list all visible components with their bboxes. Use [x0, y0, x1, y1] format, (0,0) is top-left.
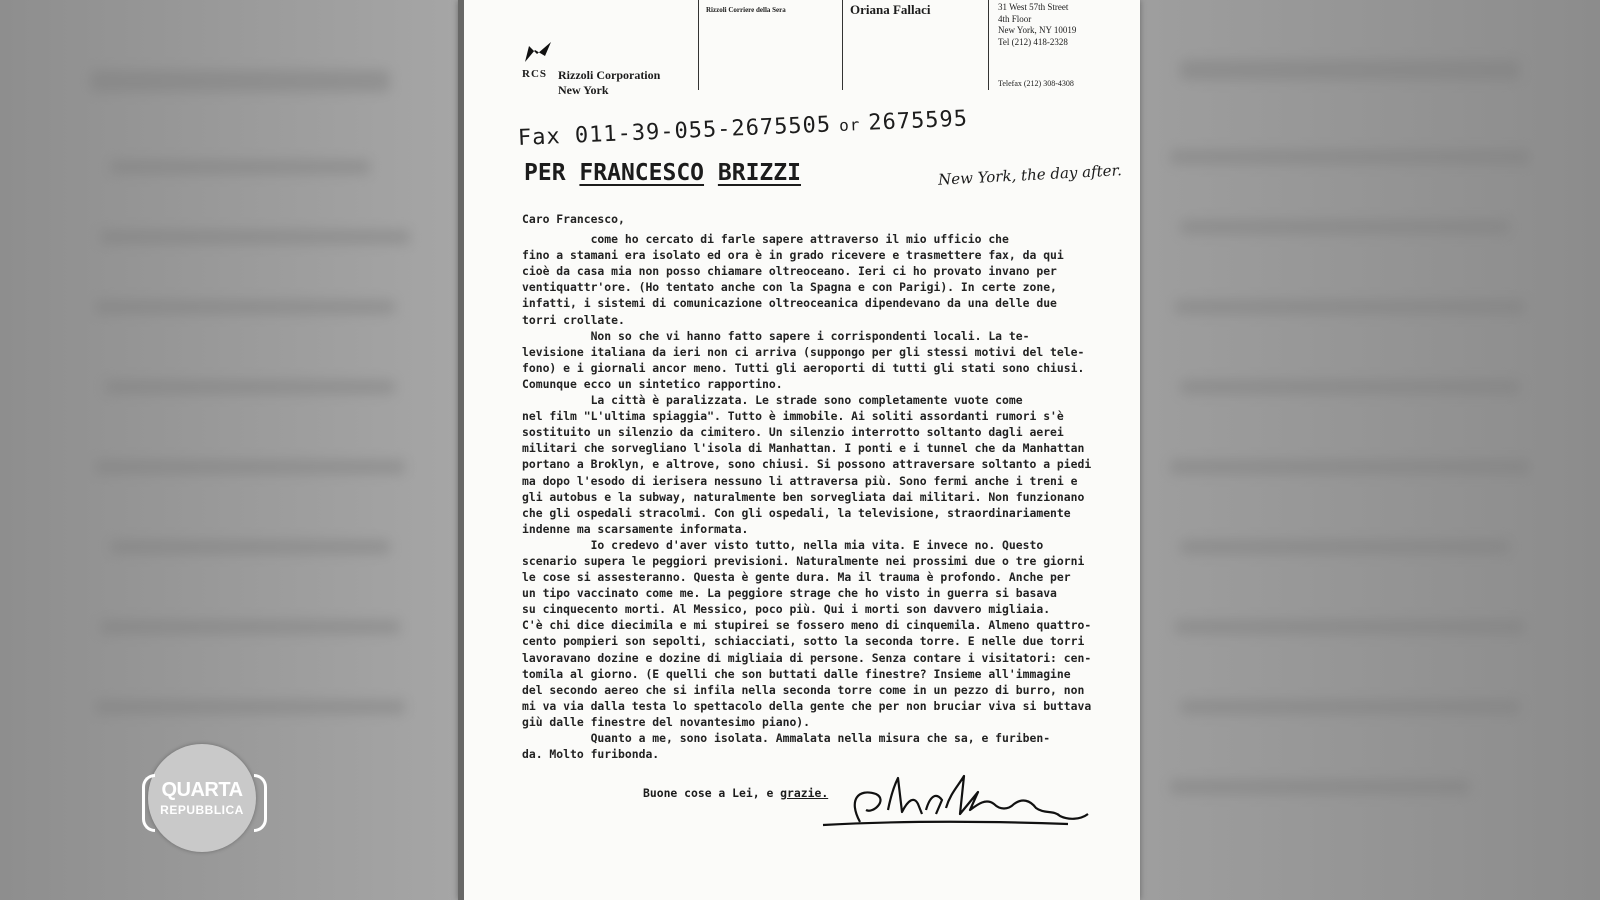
handwritten-date: New York, the day after.: [937, 161, 1123, 189]
letter-salutation: Caro Francesco,: [522, 212, 625, 226]
letter-line: mi va via dalla testa lo spettacolo della gente che per non bruciar viva si buttava: [522, 698, 1092, 713]
letter-line: portano a Broklyn, e altrove, sono chiusi. Si possono attraversare soltanto a piedi: [522, 457, 1092, 472]
letter-line: infatti, i sistemi di comunicazione oltreoceanica dipendevano da una delle due: [522, 296, 1057, 311]
letter-line: tomila al giorno. (E quelli che son buttati dalle finestre? Insieme all'immagine: [522, 666, 1071, 681]
letter-line: gli autobus e la subway, naturalmente ben sorvegliata dai militari. Non funzionano: [522, 489, 1085, 504]
letter-line: levisione italiana da ieri non ci arriva (suppongo per gli stessi motivi del tele-: [522, 344, 1085, 359]
company-name: Rizzoli Corporation New York: [558, 68, 661, 97]
letter-line: sostituito un silenzio da cimitero. Un silenzio interrotto soltanto dagli aerei: [522, 425, 1064, 440]
letter-line: indenne ma scarsamente informata.: [522, 521, 749, 536]
letter-line: Comunque ecco un sintetico rapportino.: [522, 376, 783, 391]
letter-lines: [522, 231, 1122, 762]
sender-address: 31 West 57th Street 4th Floor New York, NY 10019 Tel (212) 418-2328: [998, 2, 1077, 47]
logo-bracket-right: [254, 774, 267, 832]
letter-closing: Buone cose a Lei, e grazie.: [643, 786, 829, 800]
letter-line: da. Molto furibonda.: [522, 747, 660, 762]
rcs-bird-logo: [523, 40, 553, 64]
letter-line: La città è paralizzata. Le strade sono completamente vuote come: [522, 393, 1023, 408]
letter-line: C'è chi dice diecimila e mi stupirei se fossero meno di cinquemila. Almeno quattro-: [522, 618, 1092, 633]
letter-line: ma dopo l'esodo di ierisera nessuno li attraversa più. Sono fermi anche i treni e: [522, 473, 1078, 488]
letterhead-divider: [698, 0, 699, 90]
letter-line: che gli ospedali stracolmi. Con gli ospedali, la televisione, straordinariamente: [522, 505, 1071, 520]
telefax-number: Telefax (212) 308-4308: [998, 79, 1074, 88]
letter-line: su cinquecento morti. Al Messico, poco più. Qui i morti son davvero migliaia.: [522, 602, 1051, 617]
letterhead-column-header: Rizzoli Corriere della Sera: [706, 6, 786, 14]
rcs-logo-text: RCS: [522, 68, 548, 80]
letter-line: Quanto a me, sono isolata. Ammalata nella misura che sa, e furiben-: [522, 731, 1051, 745]
letterhead-divider: [988, 0, 989, 90]
letter-line: fono) e i giornali ancor meno. Tutti gli aeroporti di tutti gli stati sono chiusi.: [522, 360, 1085, 375]
handwritten-recipient: PER FRANCESCO BRIZZI: [524, 160, 801, 186]
letter-line: le cose si assesteranno. Questa è gente dura. Ma il trauma è profondo. Anche per: [522, 570, 1071, 585]
letter-line: fino a stamani era isolato ed ora è in grado ricevere e trasmettere fax, da qui: [522, 248, 1064, 263]
handwritten-signature: [818, 770, 1118, 840]
letter-line: torri crollate.: [522, 312, 625, 327]
letter-line: Io credevo d'aver visto tutto, nella mia vita. E invece no. Questo: [522, 537, 1044, 552]
letter-line: cioè da casa mia non posso chiamare oltreoceano. Ieri ci ho provato invano per: [522, 264, 1057, 279]
logo-line-1: QUARTA: [161, 779, 243, 801]
sender-name: Oriana Fallaci: [850, 2, 931, 17]
logo-line-2: REPUBBLICA: [160, 803, 244, 817]
letter-line: come ho cercato di farle sapere attraverso il mio ufficio che: [522, 232, 1009, 247]
letter-line: un tipo vaccinato come me. La peggiore strage che ho visto in guerra si basava: [522, 586, 1057, 601]
letter-line: lavoravano dozine e dozine di migliaia di persone. Senza contare i visitatori: cen-: [522, 650, 1092, 665]
letter-line: nel film "L'ultima spiaggia". Tutto è immobile. Ai soliti assordanti rumori s'è: [522, 409, 1064, 424]
letter-line: militari che sorvegliano l'isola di Manhattan. I ponti e i tunnel che da Manhattan: [522, 441, 1085, 456]
fax-letter: [458, 0, 1140, 900]
letter-line: giù dalle finestre del novantesimo piano).: [522, 714, 811, 729]
letter-line: del secondo aereo che si infila nella seconda torre come in un pezzo di burro, non: [522, 682, 1085, 697]
letter-line: Non so che vi hanno fatto sapere i corrispondenti locali. La te-: [522, 328, 1030, 343]
letter-body: [522, 211, 1122, 762]
letter-line: scenario supera le peggiori previsioni. Naturalmente nei prossimi due o tre giorni: [522, 553, 1085, 568]
letter-line: cento pompieri son sepolti, schiacciati, sotto la seconda torre. E nelle due torri: [522, 634, 1085, 649]
letterhead-divider: [842, 0, 843, 90]
letter-line: ventiquattr'ore. (Ho tentato anche con la Spagna e con Parigi). In certe zone,: [522, 280, 1057, 295]
handwritten-fax-number: Fax 011-39-055-2675505 or 2675595: [517, 106, 969, 151]
